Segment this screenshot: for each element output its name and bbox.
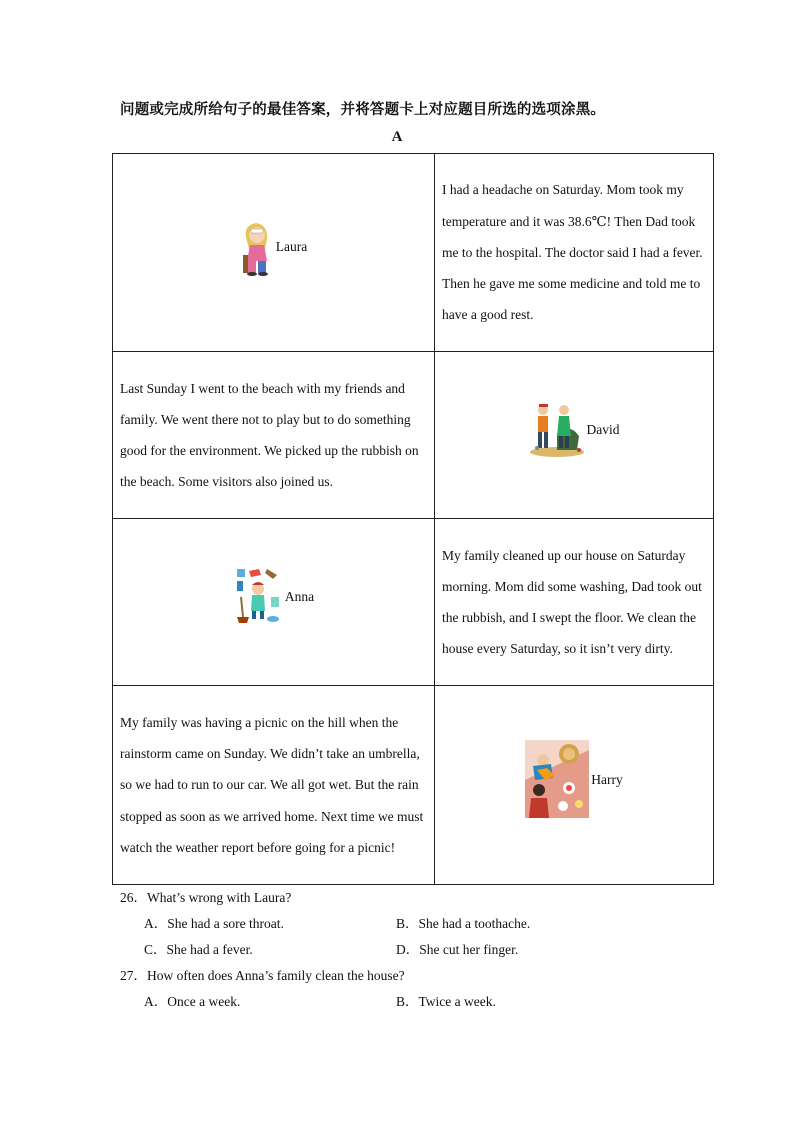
question-26 [120, 886, 291, 906]
cleaning-icon [233, 567, 283, 625]
passage-text-laura: I had a headache on Saturday. Mom took my temperature and it was 38.6℃! Then Dad took me to the hospital. The doctor said I had a fever. Then he gave me some medicine and told me to have a good rest. [435, 154, 714, 352]
passage-text-david: Last Sunday I went to the beach with my friends and family. We went there not to play but to do something good for the environment. We picked up the rubbish on the beach. Some visitors also joined us. [113, 352, 435, 519]
beach-cleanup-icon [529, 400, 585, 458]
question-stem: What’s wrong with Laura? [147, 890, 292, 905]
option-26-d[interactable]: D．She cut her finger. [396, 942, 519, 957]
table-row [113, 519, 714, 686]
picture-cell-laura [113, 154, 435, 352]
section-label: A [391, 129, 403, 145]
girl-sick-icon [240, 217, 274, 277]
instruction-text: 问题或完成所给句子的最佳答案，并将答题卡上对应题目所选的选项涂黑。 [120, 102, 606, 118]
question-number: 27． [120, 968, 147, 983]
character-name: Harry [591, 771, 623, 787]
option-26-c[interactable]: C．She had a fever. [144, 942, 253, 957]
picture-cell-anna [113, 519, 435, 686]
option-27-b[interactable]: B．Twice a week. [396, 994, 496, 1009]
option-26-b[interactable]: B．She had a toothache. [396, 916, 531, 931]
character-name: Anna [284, 588, 315, 604]
character-name: David [586, 421, 620, 437]
question-number: 26． [120, 890, 147, 905]
character-name: Laura [275, 239, 308, 255]
picnic-icon [525, 740, 589, 818]
passage-text-anna: My family cleaned up our house on Saturday morning. Mom did some washing, Dad took out the rubbish, and I swept the floor. We clean the house every Saturday, so it isn’t very dirty. [435, 519, 714, 686]
table-row [113, 154, 714, 352]
passage-text-harry: My family was having a picnic on the hill when the rainstorm came on Sunday. We didn’t take an umbrella, so we had to run to our car. We all got wet. But the rain stopped as soon as we arrived home. Next time we must watch the weather report before going for a picnic! [113, 686, 435, 885]
passages-table [112, 153, 714, 885]
question-stem: How often does Anna’s family clean the house? [147, 968, 405, 983]
picture-cell-harry [435, 686, 714, 885]
table-row [113, 352, 714, 519]
option-26-a[interactable]: A．She had a sore throat. [144, 916, 284, 931]
picture-cell-david [435, 352, 714, 519]
option-27-a[interactable]: A．Once a week. [144, 994, 241, 1009]
table-row [113, 686, 714, 885]
question-27 [120, 964, 405, 984]
